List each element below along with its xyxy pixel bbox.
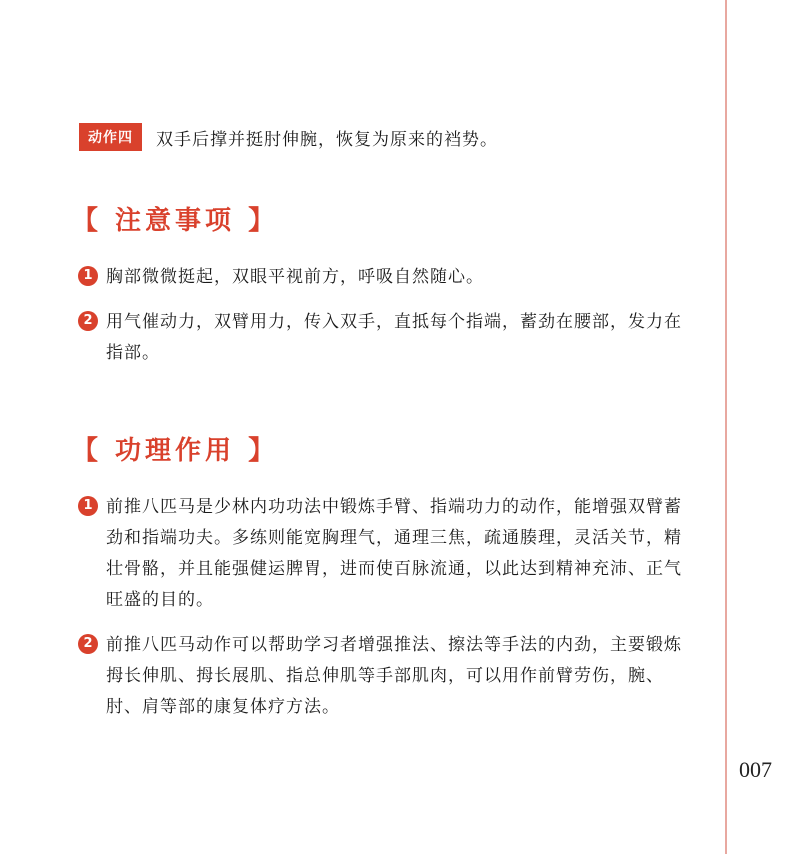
list-item [78,307,698,369]
effects-list [78,492,698,737]
notes-list [78,262,698,383]
item-text: 前推八匹马动作可以帮助学习者增强推法、擦法等手法的内劲，主要锻炼拇长伸肌、拇长展肌、指总伸肌等手部肌肉，可以用作前臂劳伤，腕、肘、肩等部的康复体疗方法。 [106,635,682,717]
list-item [78,630,698,723]
item-text: 用气催动力，双臂用力，传入双手，直抵每个指端，蓄劲在腰部，发力在指部。 [106,312,682,363]
number-badge: 2 [78,634,98,654]
action-badge: 动作四 [79,123,142,151]
item-text: 胸部微微挺起，双眼平视前方，呼吸自然随心。 [106,267,484,287]
list-item [78,492,698,616]
action-row [79,123,498,151]
effects-title: 【 功理作用 】 [72,436,279,466]
number-badge: 1 [78,266,98,286]
page-margin-line [725,0,727,854]
page-number: 007 [739,757,772,782]
list-item [78,262,698,293]
number-badge: 2 [78,311,98,331]
action-text: 双手后撑并挺肘伸腕，恢复为原来的裆势。 [156,129,498,150]
notes-title: 【 注意事项 】 [72,206,279,236]
number-badge: 1 [78,496,98,516]
item-text: 前推八匹马是少林内功功法中锻炼手臂、指端功力的动作，能增强双臂蓄劲和指端功夫。多练则能宽胸理气，通理三焦，疏通腠理，灵活关节，精壮骨骼，并且能强健运脾胃，进而使百脉流通，以此达到精神充沛、正气旺盛的目的。 [106,497,682,610]
